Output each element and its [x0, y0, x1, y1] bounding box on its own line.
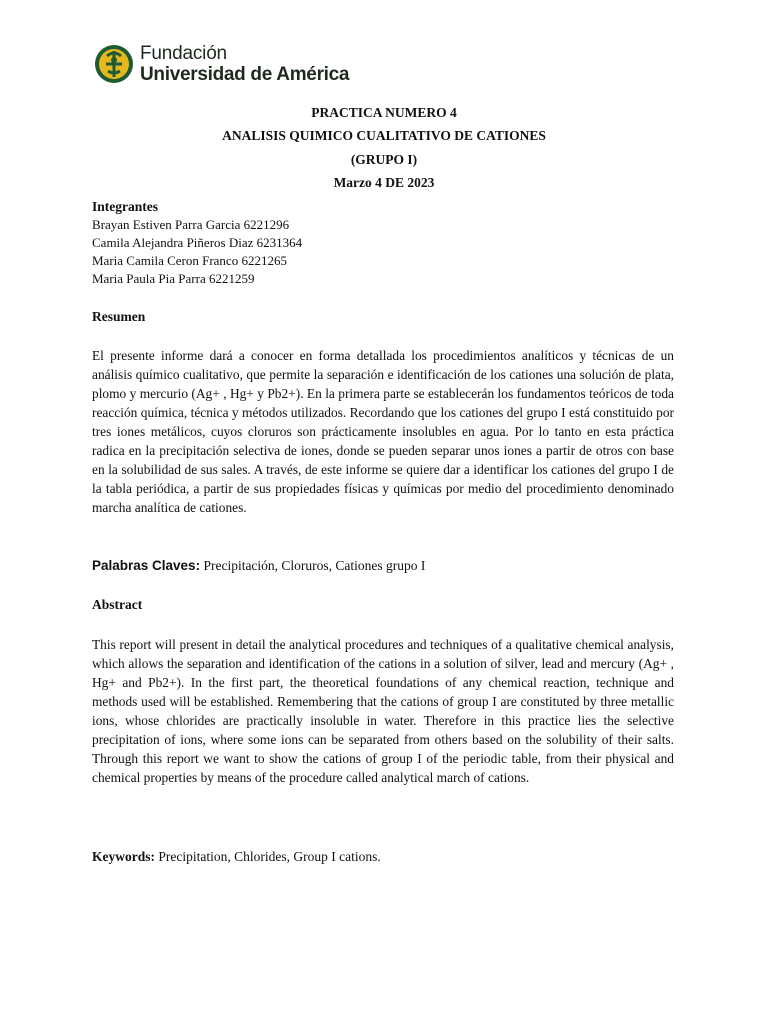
logo-line-2: Universidad de América: [140, 64, 350, 85]
member-item: Maria Camila Ceron Franco 6221265: [92, 253, 287, 268]
members-heading: Integrantes: [92, 199, 158, 214]
member-item: Camila Alejandra Piñeros Diaz 6231364: [92, 235, 303, 250]
practice-subject-title: ANALISIS QUIMICO CUALITATIVO DE CATIONES: [222, 128, 546, 143]
practice-number-title: PRACTICA NUMERO 4: [311, 105, 457, 120]
keywords-en-value: Precipitation, Chlorides, Group I cations.: [155, 849, 381, 864]
keywords-es: [92, 558, 674, 574]
abstract-paragraph: This report will present in detail the analytical procedures and techniques of a qualitative chemical analysis, which allows the separation and identification of the cations in a solution of silver, lead and mercury (Ag+ , Hg+ and Pb2+). In the first part, the theoretical foundations of any chemical reaction, technique and methods used will be established. Remembering that the cations of group I are constituted by three metallic ions, whose chlorides are practically insoluble in water. Therefore in this practice lies the selective precipitation of ions, where some ions can be separated from others based on the solubility of their salts. Through this report we want to show the cations of group I of the periodic table, from their physical and chemical properties by means of the procedure called analytical march of cations.: [92, 637, 674, 785]
university-logo: [94, 42, 349, 86]
logo-line-1: Fundación: [140, 43, 227, 64]
member-item: Maria Paula Pia Parra 6221259: [92, 271, 255, 286]
practice-group-title: (GRUPO I): [350, 152, 418, 167]
abstract-heading: Abstract: [92, 597, 143, 612]
member-item: Brayan Estiven Parra Garcia 6221296: [92, 217, 290, 232]
keywords-en: [92, 849, 674, 865]
members-section: [92, 198, 674, 288]
keywords-es-label: Palabras Claves:: [92, 558, 201, 573]
keywords-en-label: Keywords:: [92, 849, 155, 864]
resumen-heading: Resumen: [92, 309, 146, 324]
practice-date: Marzo 4 DE 2023: [333, 175, 435, 190]
university-seal-icon: [94, 44, 134, 84]
resumen-paragraph: El presente informe dará a conocer en forma detallada los procedimientos analíticos y técnicas de un análisis químico cualitativo, que permite la separación e identificación de los cationes una solución de plata, plomo y mercurio (Ag+ , Hg+ y Pb2+). En la primera parte se establecerán los fundamentos teóricos de toda reacción química, técnica y métodos utilizados. Recordando que los cationes del grupo I está constituido por tres iones metálicos, cuyos cloruros son prácticamente insolubles en agua. Por lo tanto en esta práctica radica en la precipitación selectiva de iones, donde se pueden separar unos iones a partir de otros con base en la solubilidad de sus sales. A través, de este informe se quiere dar a identificar los cationes del grupo I de la tabla periódica, a partir de sus propiedades físicas y químicas por medio del procedimiento denominado marcha analítica de cationes.: [92, 348, 674, 515]
logo-wordmark: [140, 44, 349, 84]
keywords-es-value: Precipitación, Cloruros, Cationes grupo I: [200, 558, 426, 573]
